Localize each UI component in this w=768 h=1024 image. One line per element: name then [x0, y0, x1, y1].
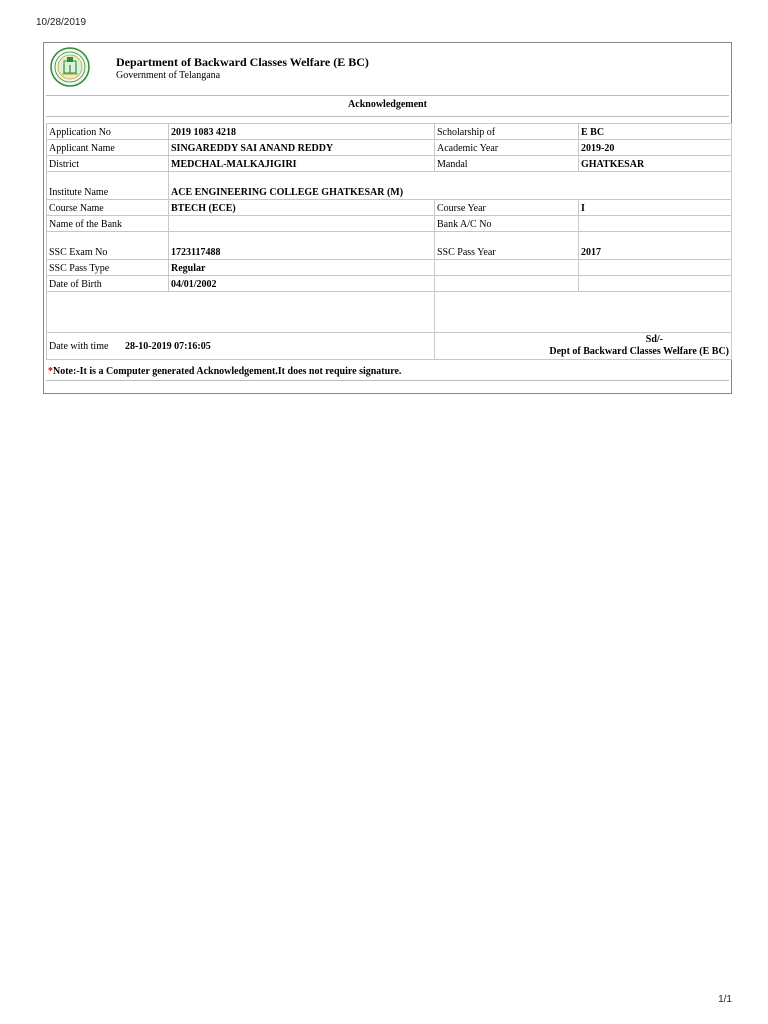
print-date: 10/28/2019	[36, 17, 87, 28]
scholarship-of-value: E BC	[579, 124, 732, 140]
applicant-name-value: SINGAREDDY SAI ANAND REDDY	[169, 140, 435, 156]
signature-sd: Sd/-	[645, 334, 663, 345]
application-no-label: Application No	[47, 124, 169, 140]
scholarship-of-label: Scholarship of	[435, 124, 579, 140]
date-of-birth-label: Date of Birth	[47, 276, 169, 292]
table-row	[47, 172, 732, 200]
district-value: MEDCHAL-MALKAJIGIRI	[169, 156, 435, 172]
form-header	[44, 43, 731, 95]
mandal-value: GHATKESAR	[579, 156, 732, 172]
table-row	[47, 276, 732, 292]
bank-ac-no-label: Bank A/C No	[435, 216, 579, 232]
table-row	[47, 156, 732, 172]
government-subtitle: Government of Telangana	[116, 70, 221, 81]
acknowledgement-form	[43, 42, 732, 394]
divider	[46, 380, 729, 381]
mandal-label: Mandal	[435, 156, 579, 172]
department-title: Department of Backward Classes Welfare (E BC)	[116, 55, 369, 69]
note-text: Note:-It is a Computer generated Acknowledgement.It does not require signature.	[53, 366, 402, 377]
table-row	[47, 200, 732, 216]
date-with-time-label: Date with time	[49, 340, 109, 352]
applicant-name-label: Applicant Name	[47, 140, 169, 156]
table-row	[47, 140, 732, 156]
telangana-emblem-icon	[50, 47, 90, 87]
institute-name-value: ACE ENGINEERING COLLEGE GHATKESAR (M)	[169, 172, 732, 200]
bank-ac-no-value	[579, 216, 732, 232]
course-year-label: Course Year	[435, 200, 579, 216]
ssc-pass-year-label: SSC Pass Year	[435, 232, 579, 260]
applicant-details-table	[46, 123, 732, 360]
bank-name-label: Name of the Bank	[47, 216, 169, 232]
ssc-exam-no-label: SSC Exam No	[47, 232, 169, 260]
signature-department: Dept of Backward Classes Welfare (E BC)	[549, 346, 729, 357]
institute-name-label: Institute Name	[47, 172, 169, 200]
district-label: District	[47, 156, 169, 172]
course-name-value: BTECH (ECE)	[169, 200, 435, 216]
table-row	[47, 333, 732, 360]
empty-cell	[579, 260, 732, 276]
empty-cell	[579, 276, 732, 292]
table-row	[47, 232, 732, 260]
computer-generated-note	[48, 366, 401, 377]
academic-year-label: Academic Year	[435, 140, 579, 156]
note-asterisk: *	[48, 366, 53, 377]
application-no-value: 2019 1083 4218	[169, 124, 435, 140]
bank-name-value	[169, 216, 435, 232]
empty-cell	[435, 292, 732, 333]
empty-cell	[435, 276, 579, 292]
ssc-pass-type-value: Regular	[169, 260, 435, 276]
empty-cell	[435, 260, 579, 276]
acknowledgement-heading: Acknowledgement	[46, 95, 729, 117]
ssc-exam-no-value: 1723117488	[169, 232, 435, 260]
empty-cell	[47, 292, 435, 333]
date-with-time-value: 28-10-2019 07:16:05	[124, 340, 211, 352]
signature-cell	[435, 333, 732, 360]
course-name-label: Course Name	[47, 200, 169, 216]
table-row	[47, 260, 732, 276]
page-number: 1/1	[718, 994, 732, 1005]
table-row	[47, 124, 732, 140]
ssc-pass-type-label: SSC Pass Type	[47, 260, 169, 276]
date-with-time-cell	[47, 333, 435, 360]
table-row	[47, 216, 732, 232]
table-row	[47, 292, 732, 333]
ssc-pass-year-value: 2017	[579, 232, 732, 260]
course-year-value: I	[579, 200, 732, 216]
academic-year-value: 2019-20	[579, 140, 732, 156]
date-of-birth-value: 04/01/2002	[169, 276, 435, 292]
